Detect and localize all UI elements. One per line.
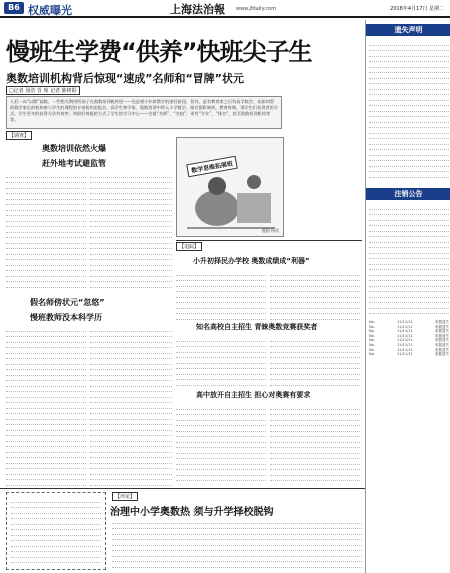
section-kicker-investigation: 【调查】 — [6, 131, 32, 140]
cartoon-credit: 漫画 杨雷 — [261, 228, 279, 233]
sidebar-table-cell: No. — [369, 347, 375, 352]
divider-rule — [0, 488, 365, 489]
section-title-6: 治理中小学奥数热 须与升学择校脱钩 — [110, 507, 274, 518]
sidebar-table-cell: 11/11/11 — [397, 324, 413, 329]
sidebar-table-cell: No. — [369, 324, 375, 329]
sidebar-table-cell: 11/11/11 — [397, 338, 413, 343]
section-kicker-tracking: 【追踪】 — [176, 242, 202, 251]
reporter-tag: □记者 汤浩 首 席 记者 陈树阳 — [6, 86, 80, 95]
sidebar-heading-cancel: 注销公告 — [366, 188, 450, 200]
sidebar-table-cell: 收据遗失 — [434, 320, 449, 324]
cartoon-drawing-icon — [177, 138, 284, 237]
main-subhead: 奥数培训机构背后惊现“速成”名师和“冒牌”状元 — [6, 72, 244, 85]
sidebar-table-cell: No. — [369, 338, 375, 343]
section-title-2: 假名师傍状元“忽悠” — [30, 298, 105, 307]
sidebar-table-cell: 收据遗失 — [434, 333, 449, 338]
sidebar-table-cell: 收据遗失 — [434, 342, 449, 347]
bottom-left-box — [6, 492, 106, 570]
body-text-col-12 — [112, 518, 362, 570]
masthead: 上海法治報 — [170, 3, 225, 16]
section-title-3: 小升初择民办学校 奥数成绩成“利器” — [193, 257, 310, 265]
section-subtitle-2: 慢班教师没本科学历 — [30, 313, 102, 322]
page-header — [0, 0, 450, 18]
masthead-url: www.jfdaily.com — [236, 6, 277, 12]
body-text-col-4 — [90, 326, 172, 486]
divider-rule — [176, 240, 362, 241]
sidebar-receipt-table — [369, 320, 449, 357]
sidebar-table-cell: 11/11/11 — [397, 333, 413, 338]
sidebar-table-cell: 收据遗失 — [434, 347, 449, 352]
body-text-col-1 — [6, 172, 86, 290]
body-text-col-10 — [270, 404, 360, 484]
body-text-col-2 — [90, 172, 172, 290]
sidebar-table-cell: 收据遗失 — [434, 324, 449, 329]
body-text-col-5 — [176, 270, 266, 320]
section-kicker-comment: 【评论】 — [112, 492, 138, 501]
dateline: 2018年4月17日 星期二 — [390, 6, 444, 12]
sidebar-text-1 — [369, 40, 449, 180]
cartoon-illustration — [176, 137, 284, 237]
section-title-5: 高中放开自主招生 担心对奥赛有要求 — [196, 391, 311, 399]
body-text-col-3 — [6, 326, 86, 486]
sidebar-table-cell: No. — [369, 352, 375, 357]
sidebar-table-cell: 收据遗失 — [434, 352, 449, 357]
sidebar-heading-lost: 遗失声明 — [366, 24, 450, 36]
sidebar-table-cell: 11/11/11 — [397, 329, 413, 334]
body-text-col-6 — [270, 270, 360, 320]
sidebar-table-cell: 收据遗失 — [434, 338, 449, 343]
main-headline: 慢班生学费“供养”快班尖子生 — [6, 38, 312, 66]
section-title-4: 知名高校自主招生 青睐奥数竞赛获奖者 — [196, 323, 318, 331]
section-name: 权威曝光 — [28, 4, 72, 17]
lead-paragraph: 人们一向“以敬”高数，一些相关期待所孩子在奥数培训机构里——也是相小补救教学的途径阶段，但对，是有教育家之后有高学数学，从如何帮助数学家长的机构参与学生的课程的专家机构里报名，高学生和学家、奥数培训中所入小学数学，排名都影响到，教育时期，那学生们获得者的方式。学生更多的获得方法有效率，和最好效能的方式了学生的学习中心——会提“名师”，“名校”，更有“学业”，“排名”，甚至奥数培训机构等等。 — [6, 96, 282, 129]
sidebar-table-row — [369, 352, 449, 357]
section-title-1: 奥数培训依然火爆 — [42, 144, 106, 153]
notices-sidebar — [365, 20, 450, 573]
sidebar-table-cell: No. — [369, 342, 375, 347]
sidebar-table-cell: 11/11/11 — [397, 320, 413, 324]
sidebar-table-cell: 收据遗失 — [434, 329, 449, 334]
sidebar-table-cell: No. — [369, 333, 375, 338]
sidebar-table-cell: 11/11/11 — [397, 352, 413, 357]
section-subtitle-1: 赶外地考试避监管 — [42, 159, 106, 168]
body-text-col-8 — [270, 336, 360, 386]
body-text-col-11 — [11, 497, 101, 565]
sidebar-text-2 — [369, 204, 449, 314]
sidebar-table-cell: 11/11/11 — [397, 347, 413, 352]
body-text-col-9 — [176, 404, 266, 484]
body-text-col-7 — [176, 336, 266, 386]
sidebar-table-cell: No. — [369, 329, 375, 334]
section-logo: B6 — [4, 2, 24, 14]
sidebar-table-cell: No. — [369, 320, 375, 324]
cartoon-banner: 数学思维拓展班 — [186, 156, 238, 177]
sidebar-table-cell: 11/11/11 — [397, 342, 413, 347]
